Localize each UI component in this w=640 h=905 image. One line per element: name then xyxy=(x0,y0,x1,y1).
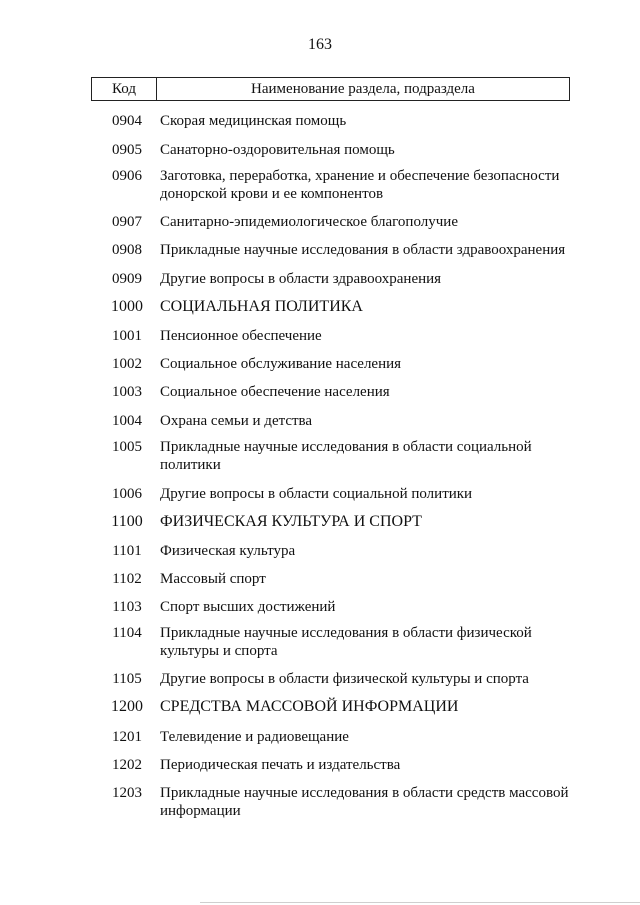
row-code: 1200 xyxy=(111,698,143,715)
row-code: 0906 xyxy=(112,168,142,184)
row-code: 1201 xyxy=(112,729,142,745)
row-name: Телевидение и радиовещание xyxy=(160,729,349,745)
row-code: 1103 xyxy=(112,599,142,615)
row-code: 1002 xyxy=(112,356,142,372)
row-code: 1000 xyxy=(111,298,143,315)
row-name: Санаторно-оздоровительная помощь xyxy=(160,142,395,158)
row-name: Спорт высших достижений xyxy=(160,599,336,615)
row-name: Периодическая печать и издательства xyxy=(160,757,401,773)
row-name: Скорая медицинская помощь xyxy=(160,113,347,129)
row-code: 1005 xyxy=(112,439,142,455)
row-name: Другие вопросы в области социальной политики xyxy=(160,486,473,502)
header-code: Код xyxy=(92,78,157,100)
row-code: 0909 xyxy=(112,271,142,287)
row-name: Социальное обеспечение населения xyxy=(160,384,390,400)
row-code: 1004 xyxy=(112,413,142,429)
row-name: Массовый спорт xyxy=(160,571,266,587)
row-code: 1105 xyxy=(112,671,142,687)
page-edge-line xyxy=(200,902,640,903)
row-name: Санитарно-эпидемиологическое благополучие xyxy=(160,214,458,230)
row-name: Другие вопросы в области здравоохранения xyxy=(160,271,442,287)
row-code: 1102 xyxy=(112,571,142,587)
row-code: 0907 xyxy=(112,214,142,230)
row-name: Прикладные научные исследования в области физической культуры и спорта xyxy=(160,625,532,659)
header-name: Наименование раздела, подраздела xyxy=(251,80,475,97)
row-name: ФИЗИЧЕСКАЯ КУЛЬТУРА И СПОРТ xyxy=(160,513,422,530)
row-name: Прикладные научные исследования в области социальной политики xyxy=(160,439,532,473)
row-name: СРЕДСТВА МАССОВОЙ ИНФОРМАЦИИ xyxy=(160,698,459,715)
row-name: Социальное обслуживание населения xyxy=(160,356,402,372)
row-code: 1104 xyxy=(112,625,142,641)
row-code: 1100 xyxy=(111,513,143,530)
row-code: 1003 xyxy=(112,384,142,400)
row-name: Прикладные научные исследования в области здравоохранения xyxy=(160,242,566,258)
row-name: Прикладные научные исследования в области средств массовой информации xyxy=(160,785,569,819)
row-code: 1203 xyxy=(112,785,142,801)
row-name: Пенсионное обеспечение xyxy=(160,328,322,344)
row-code: 1001 xyxy=(112,328,142,344)
row-code: 1006 xyxy=(112,486,142,502)
page-number: 163 xyxy=(308,36,332,53)
row-name: Заготовка, переработка, хранение и обеспечение безопасности донорской крови и ее компонентов xyxy=(160,168,560,202)
row-name: Другие вопросы в области физической культуры и спорта xyxy=(160,671,529,687)
row-code: 1101 xyxy=(112,543,142,559)
row-code: 0904 xyxy=(112,113,142,129)
row-code: 0908 xyxy=(112,242,142,258)
row-name: СОЦИАЛЬНАЯ ПОЛИТИКА xyxy=(160,298,363,315)
row-code: 1202 xyxy=(112,757,142,773)
row-name: Охрана семьи и детства xyxy=(160,413,313,429)
row-name: Физическая культура xyxy=(160,543,296,559)
row-code: 0905 xyxy=(112,142,142,158)
